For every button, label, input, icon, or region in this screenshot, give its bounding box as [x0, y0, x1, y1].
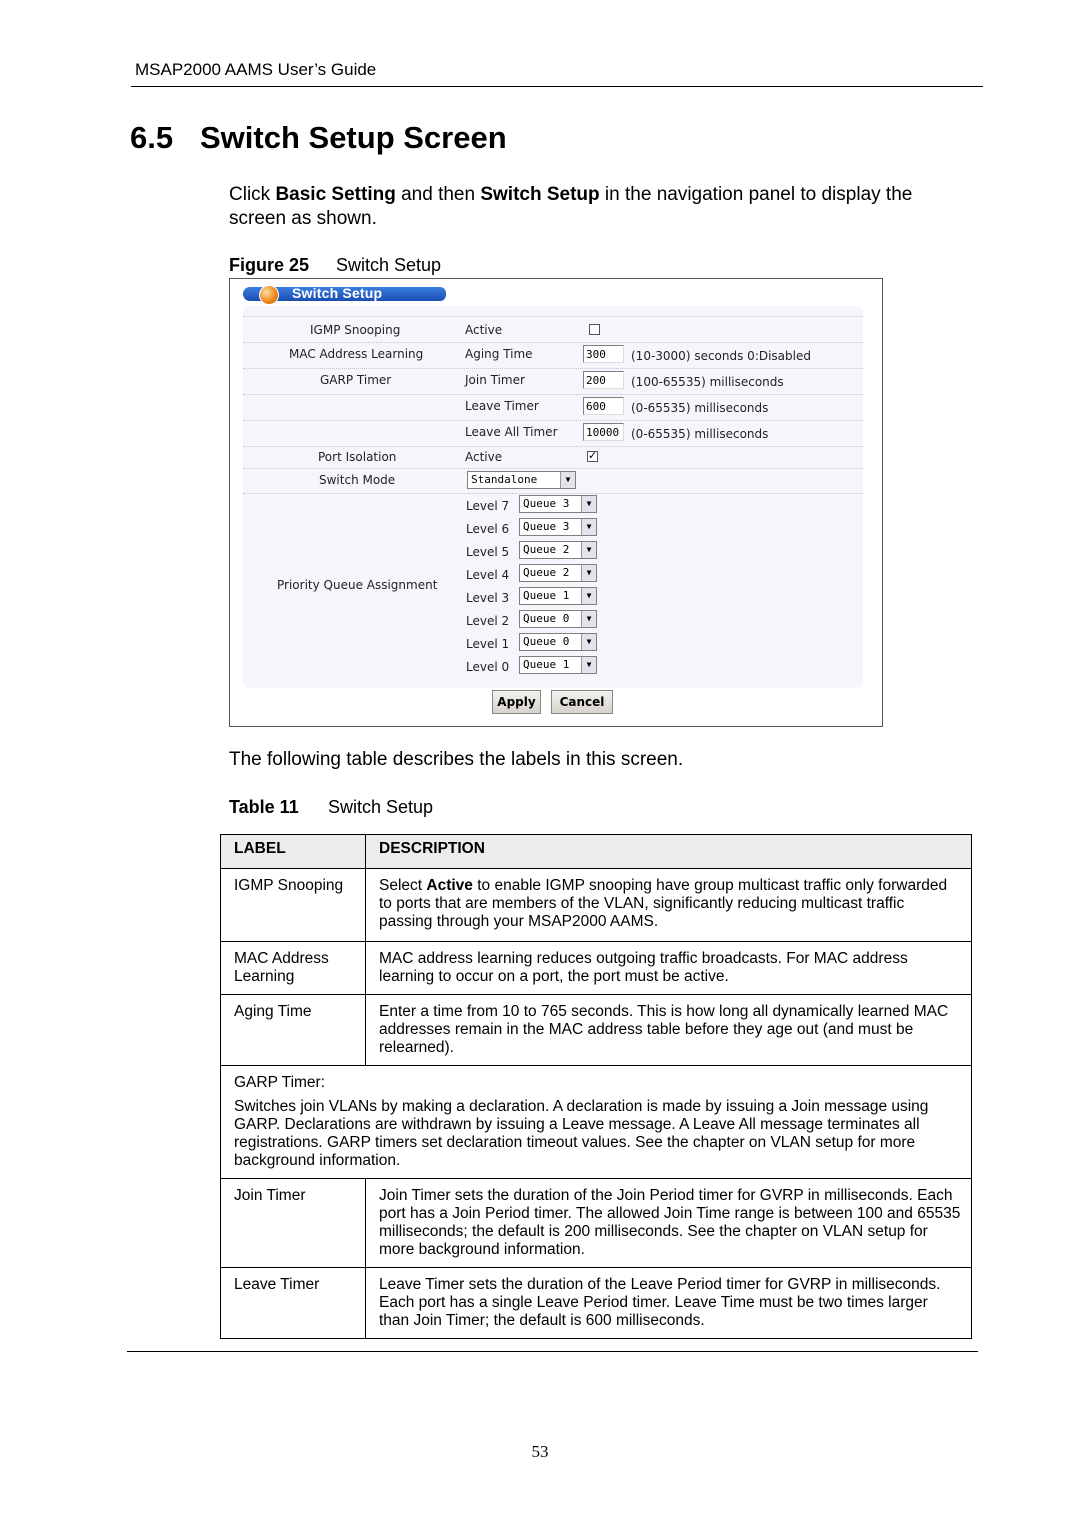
- priority-queue-select[interactable]: [519, 633, 597, 651]
- intro-paragraph: [229, 183, 949, 231]
- row-description: MAC address learning reduces outgoing traffic broadcasts. For MAC address learning to occur on a port, the port must be active.: [366, 942, 972, 995]
- row-description: [366, 869, 972, 942]
- switch-mode-label: Switch Mode: [319, 473, 396, 487]
- chevron-down-icon: ▼: [581, 634, 596, 650]
- mac-learning-label: MAC Address Learning: [289, 347, 424, 361]
- garp-section-cell: [221, 1066, 972, 1179]
- join-timer-label: Join Timer: [465, 373, 525, 387]
- priority-queue-label: Priority Queue Assignment: [277, 578, 438, 592]
- priority-queue-select[interactable]: [519, 564, 597, 582]
- queue-value: Queue 3: [523, 520, 570, 533]
- description-table: [220, 834, 972, 1339]
- join-timer-input[interactable]: 200: [583, 371, 624, 389]
- leave-timer-input[interactable]: 600: [583, 397, 624, 415]
- intro-text: in the navigation panel to display the screen as shown.: [229, 184, 913, 229]
- queue-value: Queue 2: [523, 543, 570, 556]
- desc-text: Select: [379, 877, 427, 894]
- queue-value: Queue 0: [523, 635, 570, 648]
- join-timer-hint: (100-65535) milliseconds: [631, 375, 784, 389]
- table-label: Table 11: [229, 797, 299, 817]
- row-description: Enter a time from 10 to 765 seconds. This is how long all dynamically learned MAC addresses remain in the MAC address table before they age out (and must be relearned).: [366, 995, 972, 1066]
- table-intro: The following table describes the labels in this screen.: [229, 749, 684, 770]
- desc-bold-active: Active: [426, 877, 473, 894]
- apply-button[interactable]: Apply: [492, 690, 541, 714]
- priority-level-label: Level 2: [466, 614, 510, 628]
- table-row: [221, 1268, 972, 1339]
- table-row-spanning: [221, 1066, 972, 1179]
- row-label: MAC Address Learning: [221, 942, 366, 995]
- priority-queue-select[interactable]: [519, 656, 597, 674]
- row-divider: [243, 316, 863, 317]
- panel-orb-icon: [259, 285, 279, 305]
- priority-level-label: Level 4: [466, 568, 510, 582]
- chevron-down-icon: ▼: [581, 565, 596, 581]
- leave-timer-hint: (0-65535) milliseconds: [631, 401, 769, 415]
- priority-level-label: Level 1: [466, 637, 510, 651]
- priority-level-label: Level 7: [466, 499, 510, 513]
- switch-mode-value: Standalone: [471, 473, 538, 486]
- row-description: Leave Timer sets the duration of the Leave Period timer for GVRP in milliseconds. Each port has a single Leave Period timer. Leave Time must be two times larger than Join Timer; the default is 600 milliseconds.: [366, 1268, 972, 1339]
- table-row: [221, 995, 972, 1066]
- header-label: LABEL: [221, 835, 366, 869]
- aging-time-input[interactable]: 300: [583, 345, 624, 363]
- row-label: Aging Time: [221, 995, 366, 1066]
- header-description: DESCRIPTION: [366, 835, 972, 869]
- running-header: MSAP2000 AAMS User’s Guide: [135, 60, 377, 79]
- queue-value: Queue 2: [523, 566, 570, 579]
- leave-all-timer-label: Leave All Timer: [465, 425, 558, 439]
- priority-queue-select[interactable]: [519, 495, 597, 513]
- row-divider: [243, 368, 863, 369]
- row-label: Leave Timer: [221, 1268, 366, 1339]
- table-row: [221, 942, 972, 995]
- port-isolation-label: Port Isolation: [318, 450, 397, 464]
- panel-title: Switch Setup: [292, 285, 383, 301]
- chevron-down-icon: ▼: [581, 588, 596, 604]
- garp-description: Switches join VLANs by making a declaration. A declaration is made by issuing a Join message using GARP. Declarations are withdrawn by issuing a Leave message. A Leave All message terminates all registrations. GARP timers set declaration timeout values. See the chapter on VLAN setup for more background information.: [234, 1098, 929, 1169]
- row-divider: [243, 468, 863, 469]
- intro-bold-switch-setup: Switch Setup: [480, 184, 600, 205]
- leave-timer-label: Leave Timer: [465, 399, 539, 413]
- garp-timer-label: GARP Timer: [320, 373, 392, 387]
- figure-title: Switch Setup: [336, 255, 442, 275]
- priority-queue-select[interactable]: [519, 610, 597, 628]
- leave-all-timer-input[interactable]: 10000: [583, 423, 624, 441]
- igmp-active-checkbox[interactable]: [589, 324, 600, 335]
- priority-queue-select[interactable]: [519, 518, 597, 536]
- table-row: [221, 869, 972, 942]
- queue-value: Queue 1: [523, 658, 570, 671]
- cancel-button[interactable]: Cancel: [551, 690, 613, 714]
- priority-level-label: Level 0: [466, 660, 510, 674]
- chevron-down-icon: ▼: [581, 519, 596, 535]
- section-heading: Switch Setup Screen: [200, 120, 507, 155]
- priority-level-label: Level 3: [466, 591, 510, 605]
- queue-value: Queue 3: [523, 497, 570, 510]
- chevron-down-icon: ▼: [581, 657, 596, 673]
- switch-mode-select[interactable]: [467, 471, 576, 489]
- chevron-down-icon: ▼: [581, 611, 596, 627]
- priority-queue-select[interactable]: [519, 541, 597, 559]
- intro-text: Click: [229, 184, 276, 205]
- table-header-row: [221, 835, 972, 869]
- row-divider: [243, 446, 863, 447]
- section-title: [130, 120, 507, 156]
- port-isolation-active-label: Active: [465, 450, 503, 464]
- chevron-down-icon: ▼: [581, 496, 596, 512]
- footer-rule: [127, 1351, 978, 1352]
- row-label: IGMP Snooping: [221, 869, 366, 942]
- figure-caption: [229, 255, 441, 276]
- priority-level-label: Level 5: [466, 545, 510, 559]
- table-title: Switch Setup: [328, 797, 434, 817]
- table-row: [221, 1179, 972, 1268]
- row-divider: [243, 342, 863, 343]
- priority-queue-select[interactable]: [519, 587, 597, 605]
- section-number: 6.5: [130, 120, 174, 155]
- queue-value: Queue 1: [523, 589, 570, 602]
- garp-heading: GARP Timer:: [234, 1074, 326, 1091]
- igmp-snooping-label: IGMP Snooping: [310, 323, 401, 337]
- row-description: Join Timer sets the duration of the Join Period timer for GVRP in milliseconds. Each port has a Join Period timer. The allowed Join Time range is between 100 and 65535 milliseconds; the default is 200 milliseconds. See the chapter on VLAN setup for more background information.: [366, 1179, 972, 1268]
- row-label: Join Timer: [221, 1179, 366, 1268]
- aging-time-hint: (10-3000) seconds 0:Disabled: [631, 349, 811, 363]
- igmp-active-label: Active: [465, 323, 503, 337]
- aging-time-label: Aging Time: [465, 347, 533, 361]
- leave-all-timer-hint: (0-65535) milliseconds: [631, 427, 769, 441]
- figure-label: Figure 25: [229, 255, 310, 275]
- chevron-down-icon: ▼: [581, 542, 596, 558]
- row-divider: [243, 394, 863, 395]
- desc-text: to enable IGMP snooping have group multicast traffic only forwarded to ports that are members of the VLAN, significantly reducing multicast traffic passing through your MSAP2000 AAMS.: [379, 877, 948, 930]
- row-divider: [243, 493, 863, 494]
- header-rule: [131, 86, 983, 87]
- page-number: 53: [531, 1442, 549, 1461]
- queue-value: Queue 0: [523, 612, 570, 625]
- table-caption: [229, 797, 433, 818]
- priority-level-label: Level 6: [466, 522, 510, 536]
- port-isolation-checkbox[interactable]: ✓: [588, 450, 598, 462]
- chevron-down-icon: ▼: [560, 472, 575, 488]
- row-divider: [243, 420, 863, 421]
- intro-bold-basic-setting: Basic Setting: [275, 184, 396, 205]
- intro-text: and then: [395, 184, 481, 205]
- panel-title-bar: [243, 287, 446, 301]
